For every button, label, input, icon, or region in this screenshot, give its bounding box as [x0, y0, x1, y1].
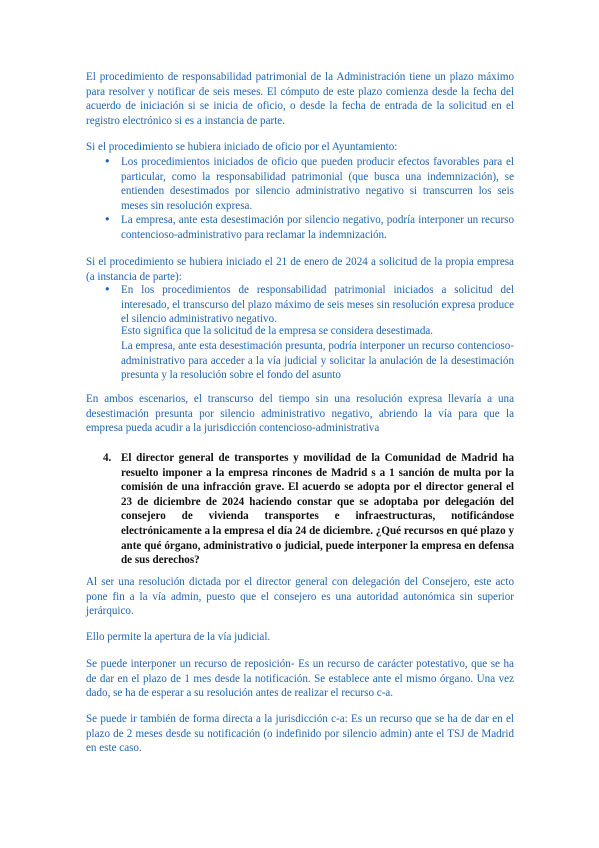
bullet-icon: •	[104, 213, 111, 226]
bullet-icon: •	[104, 155, 111, 168]
list-item-text: Los procedimientos iniciados de oficio que pueden producir efectos favorables para el particular, como la responsabilidad patrimonial (que busca una indemnización), se entienden desestimados por silencio administrativo negativo si transcurren los seis meses sin resolución expresa.	[121, 156, 514, 212]
list-item-text: En los procedimientos de responsabilidad patrimonial iniciados a solicitud del interesado, el transcurso del plazo máximo de seis meses sin resolución expresa produce el silencio administrativo negativo.	[121, 284, 514, 326]
paragraph-ambos-escenarios: En ambos escenarios, el transcurso del tiempo sin una resolución expresa llevaría a una desestimación presunta por silencio administrativo negativo, abriendo la vía para que la empresa pueda acudir a la jurisdicción contencioso-administrativa	[86, 393, 514, 435]
paragraph-recurso-reposicion: Se puede interponer un recurso de reposición- Es un recurso de carácter potestativo, que se ha de dar en el plazo de 1 mes desde la notificación. Se establece ante el mismo órgano. Una vez dado, se ha de esperar a su resolución antes de realizar el recurso c-a.	[86, 658, 514, 700]
list-item-text: La empresa, ante esta desestimación por silencio negativo, podría interponer un recurso contencioso-administrativo para reclamar la indemnización.	[121, 214, 514, 241]
paragraph-jurisdiccion-ca: Se puede ir también de forma directa a la jurisdicción c-a: Es un recurso que se ha de dar en el plazo de 2 meses desde su notificación (o indefinido por silencio admin) ante el TSJ de Madrid en este caso.	[86, 713, 514, 755]
list-item-text: La empresa, ante esta desestimación presunta, podría interponer un recurso contencioso-administrativo para acceder a la vía judicial y solicitar la anulación de la desestimación presunta y la resolución sobre el fondo del asunto	[121, 340, 514, 382]
paragraph-de-oficio-intro: Si el procedimiento se hubiera iniciado de oficio por el Ayuntamiento:	[86, 141, 398, 153]
paragraph-fin-via-admin: Al ser una resolución dictada por el director general con delegación del Consejero, este acto pone fin a la vía admin, puesto que el consejero es una autoridad autonómica sin superior jerárquico.	[86, 576, 514, 618]
bullet-icon: •	[104, 283, 111, 296]
question-number: 4.	[103, 452, 112, 464]
paragraph-via-judicial: Ello permite la apertura de la vía judicial.	[86, 631, 271, 643]
paragraph-plazo-maximo: El procedimiento de responsabilidad patrimonial de la Administración tiene un plazo máximo para resolver y notificar de seis meses. El cómputo de este plazo comienza desde la fecha del acuerdo de iniciación si se inicia de oficio, o desde la fecha de entrada de la solicitud en el registro electrónico si es a instancia de parte.	[86, 71, 514, 127]
list-item-text: Esto significa que la solicitud de la empresa se considera desestimada.	[121, 325, 434, 337]
question-text: El director general de transportes y movilidad de la Comunidad de Madrid ha resuelto imponer a la empresa rincones de Madrid s a 1 sanción de multa por la comisión de una infracción grave. El acuerdo se adopta por el director general el 23 de diciembre de 2024 haciendo constar que se adoptaba por delegación del consejero de vivienda transportes e infraestructuras, notificándose electrónicamente a la empresa el día 24 de diciembre. ¿Qué recursos en qué plazo y ante qué órgano, administrativo o judicial, puede interponer la empresa en defensa de sus derechos?	[121, 452, 514, 567]
paragraph-a-instancia-intro: Si el procedimiento se hubiera iniciado el 21 de enero de 2024 a solicitud de la propia empresa (a instancia de parte):	[86, 256, 514, 283]
